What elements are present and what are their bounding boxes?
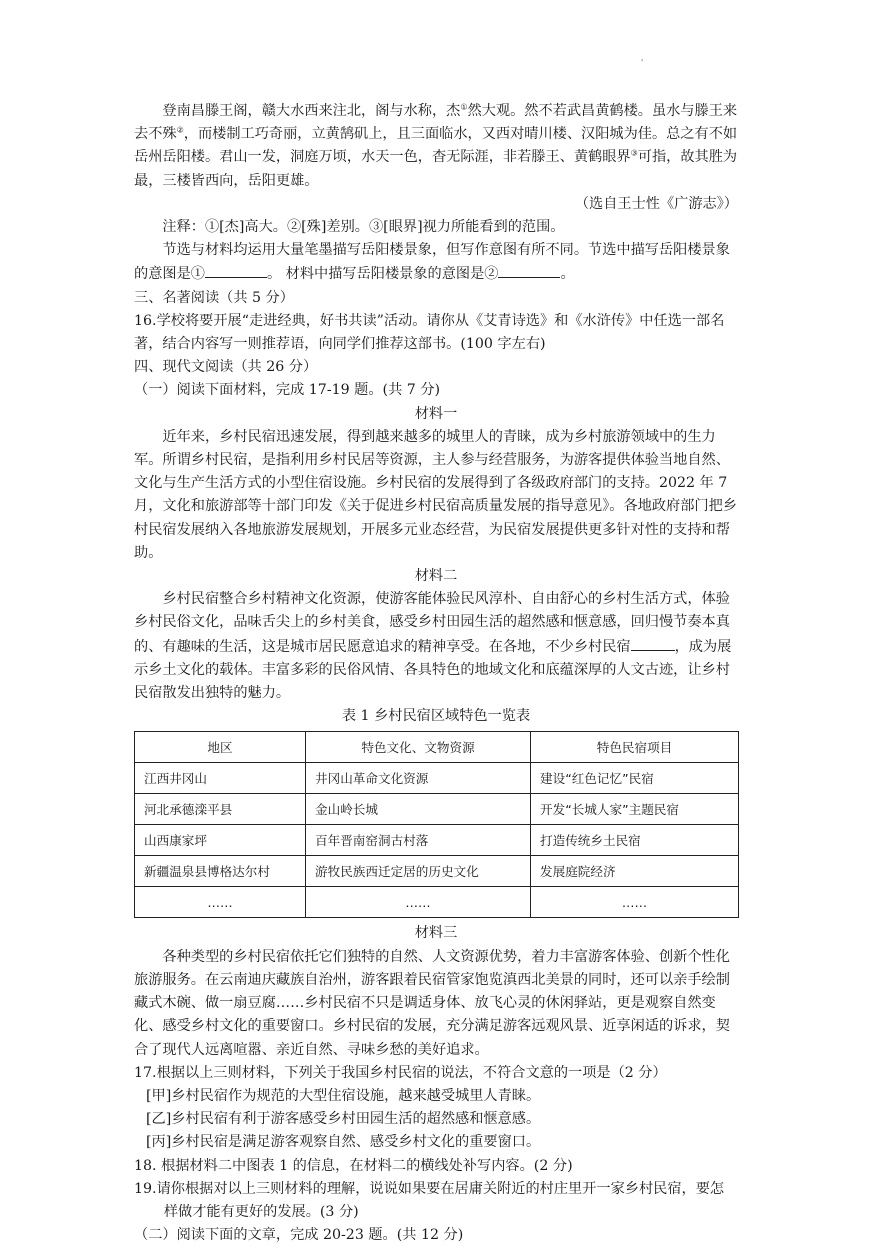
- classical-passage: [134, 100, 738, 193]
- table-header-row: [135, 732, 739, 763]
- table-row: [135, 856, 739, 887]
- passage-text-2: 然大观。然不若武昌黄鹤楼。虽水与滕王来去不殊: [134, 103, 738, 143]
- question-19: 19.请你根据对以上三则材料的理解，说说如果要在居庸关附近的村庄里开一家乡村民宿，要怎样做才能有更好的发展。(3 分): [134, 1180, 725, 1220]
- material-2-text: [134, 588, 738, 705]
- footnote-mark-2: ②: [176, 125, 184, 135]
- table-cell: 打造传统乡土民宿: [531, 825, 739, 856]
- material-3-text: 各种类型的乡村民宿依托它们独特的自然、人文资源优势，着力丰富游客体验、创新个性化旅游服务。在云南迪庆藏族自治州，游客跟着民宿管家饱览滇西北美景的同时，还可以亲手绘制藏式木碗、做一扇豆腐……乡村民宿不只是调适身体、放飞心灵的休闲驿站，更是观察自然变化、感受乡村文化的重要窗口。乡村民宿的发展，充分满足游客远观风景、近享闲适的诉求，契合了现代人远离喧嚣、亲近自然、寻味乡愁的美好追求。: [134, 948, 730, 1058]
- footnote-mark-3: ③: [630, 148, 638, 158]
- passage-text-1: 登南昌滕王阁，赣大水西来注北，阁与水称，杰: [162, 103, 461, 119]
- corner-mark: ': [641, 58, 644, 67]
- question-17-option-a: [甲]乡村民宿作为规范的大型住宿设施，越来越受城里人青睐。: [146, 1087, 541, 1104]
- homestay-table: [134, 731, 739, 918]
- table-cell: 发展庭院经济: [531, 856, 739, 887]
- table-row: [135, 887, 739, 918]
- passage-question: [134, 239, 738, 286]
- table-row: [135, 825, 739, 856]
- table-header-cell: 特色民宿项目: [531, 732, 739, 763]
- table-row: [135, 763, 739, 794]
- table-header-cell: 地区: [135, 732, 306, 763]
- answer-blank-1[interactable]: [205, 262, 267, 278]
- table-cell: ……: [135, 887, 306, 918]
- question-17: 17.根据以上三则材料，下列关于我国乡村民宿的说法，不符合文意的一项是（2 分）: [134, 1064, 667, 1081]
- question-18: 18. 根据材料二中图表 1 的信息，在材料二的横线处补写内容。(2 分): [134, 1157, 573, 1174]
- fill-in-blank[interactable]: [631, 635, 675, 651]
- table-cell: 建设“红色记忆”民宿: [531, 763, 739, 794]
- table-cell: 百年晋南窑洞古村落: [306, 825, 531, 856]
- material-2-title: 材料二: [414, 568, 458, 585]
- document-content: [134, 100, 738, 1247]
- table-cell: 江西井冈山: [135, 763, 306, 794]
- table-row: [135, 794, 739, 825]
- table-header-cell: 特色文化、文物资源: [306, 732, 531, 763]
- passage-notes: 注释：①[杰]高大。②[殊]差别。③[眼界]视力所能看到的范围。: [162, 219, 565, 236]
- material-1-text: 近年来，乡村民宿迅速发展，得到越来越多的城里人的青睐，成为乡村旅游领域中的生力军。所谓乡村民宿，是指利用乡村民居等资源，主人参与经营服务，为游客提供体验当地自然、文化与生产生活方式的小型住宿设施。乡村民宿的发展得到了各级政府部门的支持。2022 年 7 月，文化和旅游部等十部门印发《关于促进乡村民宿高质量发展的指导意见》。各地政府部门把乡村民宿发展纳入各地旅游发展规划，开展多元业态经营，为民宿发展提供更多针对性的支持和帮助。: [134, 428, 737, 561]
- section-heading-3: 三、名著阅读（共 5 分）: [134, 289, 294, 306]
- footnote-mark-1: ①: [460, 102, 468, 112]
- table-cell: 河北承德滦平县: [135, 794, 306, 825]
- table-cell: 金山岭长城: [306, 794, 531, 825]
- part-2-instructions: （二）阅读下面的文章，完成 20-23 题。(共 12 分): [134, 1227, 464, 1244]
- table-cell: 开发“长城人家”主题民宿: [531, 794, 739, 825]
- table-cell: 井冈山革命文化资源: [306, 763, 531, 794]
- part-1-instructions: （一）阅读下面材料，完成 17-19 题。(共 7 分): [134, 382, 441, 399]
- question-17-option-c: [丙]乡村民宿是满足游客观察自然、感受乡村文化的重要窗口。: [146, 1134, 541, 1151]
- material-2-text-a: 乡村民宿整合乡村精神文化资源，使游客能体验民风淳朴、自由舒心的乡村生活方式，体验乡村民俗文化，品味舌尖上的乡村美食，感受乡村田园生活的超然感和惬意感，回归慢节奏本真的、有趣味的生活，这是城市居民愿意追求的精神享受。在各地，不少乡村民宿: [134, 591, 730, 655]
- material-3-title: 材料三: [414, 925, 458, 942]
- question-text-3: 。: [560, 266, 575, 283]
- passage-text-3: ，而楼制工巧奇丽，立黄鹄矶上，且三面临水，又西对晴川楼、汉阳城为佳。总之有不如岳州岳阳楼。君山一发，洞庭万顷，水天一色，杳无际涯，非若滕王、黄鹤眼界: [134, 126, 738, 166]
- question-text-2: 。 材料中描写岳阳楼景象的意图是②: [266, 266, 499, 283]
- table-cell: ……: [531, 887, 739, 918]
- question-16: 16.学校将要开展“走进经典，好书共读”活动。请你从《艾青诗选》和《水浒传》中任选一部名著，结合内容写一则推荐语，向同学们推荐这部书。(100 字左右): [134, 312, 725, 353]
- question-17-option-b: [乙]乡村民宿有利于游客感受乡村田园生活的超然感和惬意感。: [146, 1111, 541, 1128]
- table-cell: ……: [306, 887, 531, 918]
- passage-source: （选自王士性《广游志》）: [574, 195, 738, 212]
- table-cell: 山西康家坪: [135, 825, 306, 856]
- section-heading-4: 四、现代文阅读（共 26 分）: [134, 359, 318, 376]
- question-text-1: 节选与材料均运用大量笔墨描写岳阳楼景象，但写作意图有所不同。节选中描写岳阳楼景象的意图是①: [134, 242, 730, 283]
- table-caption: 表 1 乡村民宿区域特色一览表: [341, 708, 531, 725]
- table-cell: 游牧民族西迁定居的历史文化: [306, 856, 531, 887]
- material-2-text-b: ，成为展示乡土文化的载体。丰富多彩的民俗风情、各具特色的地域文化和底蕴深厚的人文古迹，让乡村民宿散发出独特的魅力。: [134, 638, 732, 702]
- material-1-title: 材料一: [414, 405, 458, 422]
- answer-blank-2[interactable]: [498, 262, 560, 278]
- passage-text-4: 可指，故其胜为最，三楼皆西向，岳阳更雄。: [134, 149, 738, 189]
- table-cell: 新疆温泉县博格达尔村: [135, 856, 306, 887]
